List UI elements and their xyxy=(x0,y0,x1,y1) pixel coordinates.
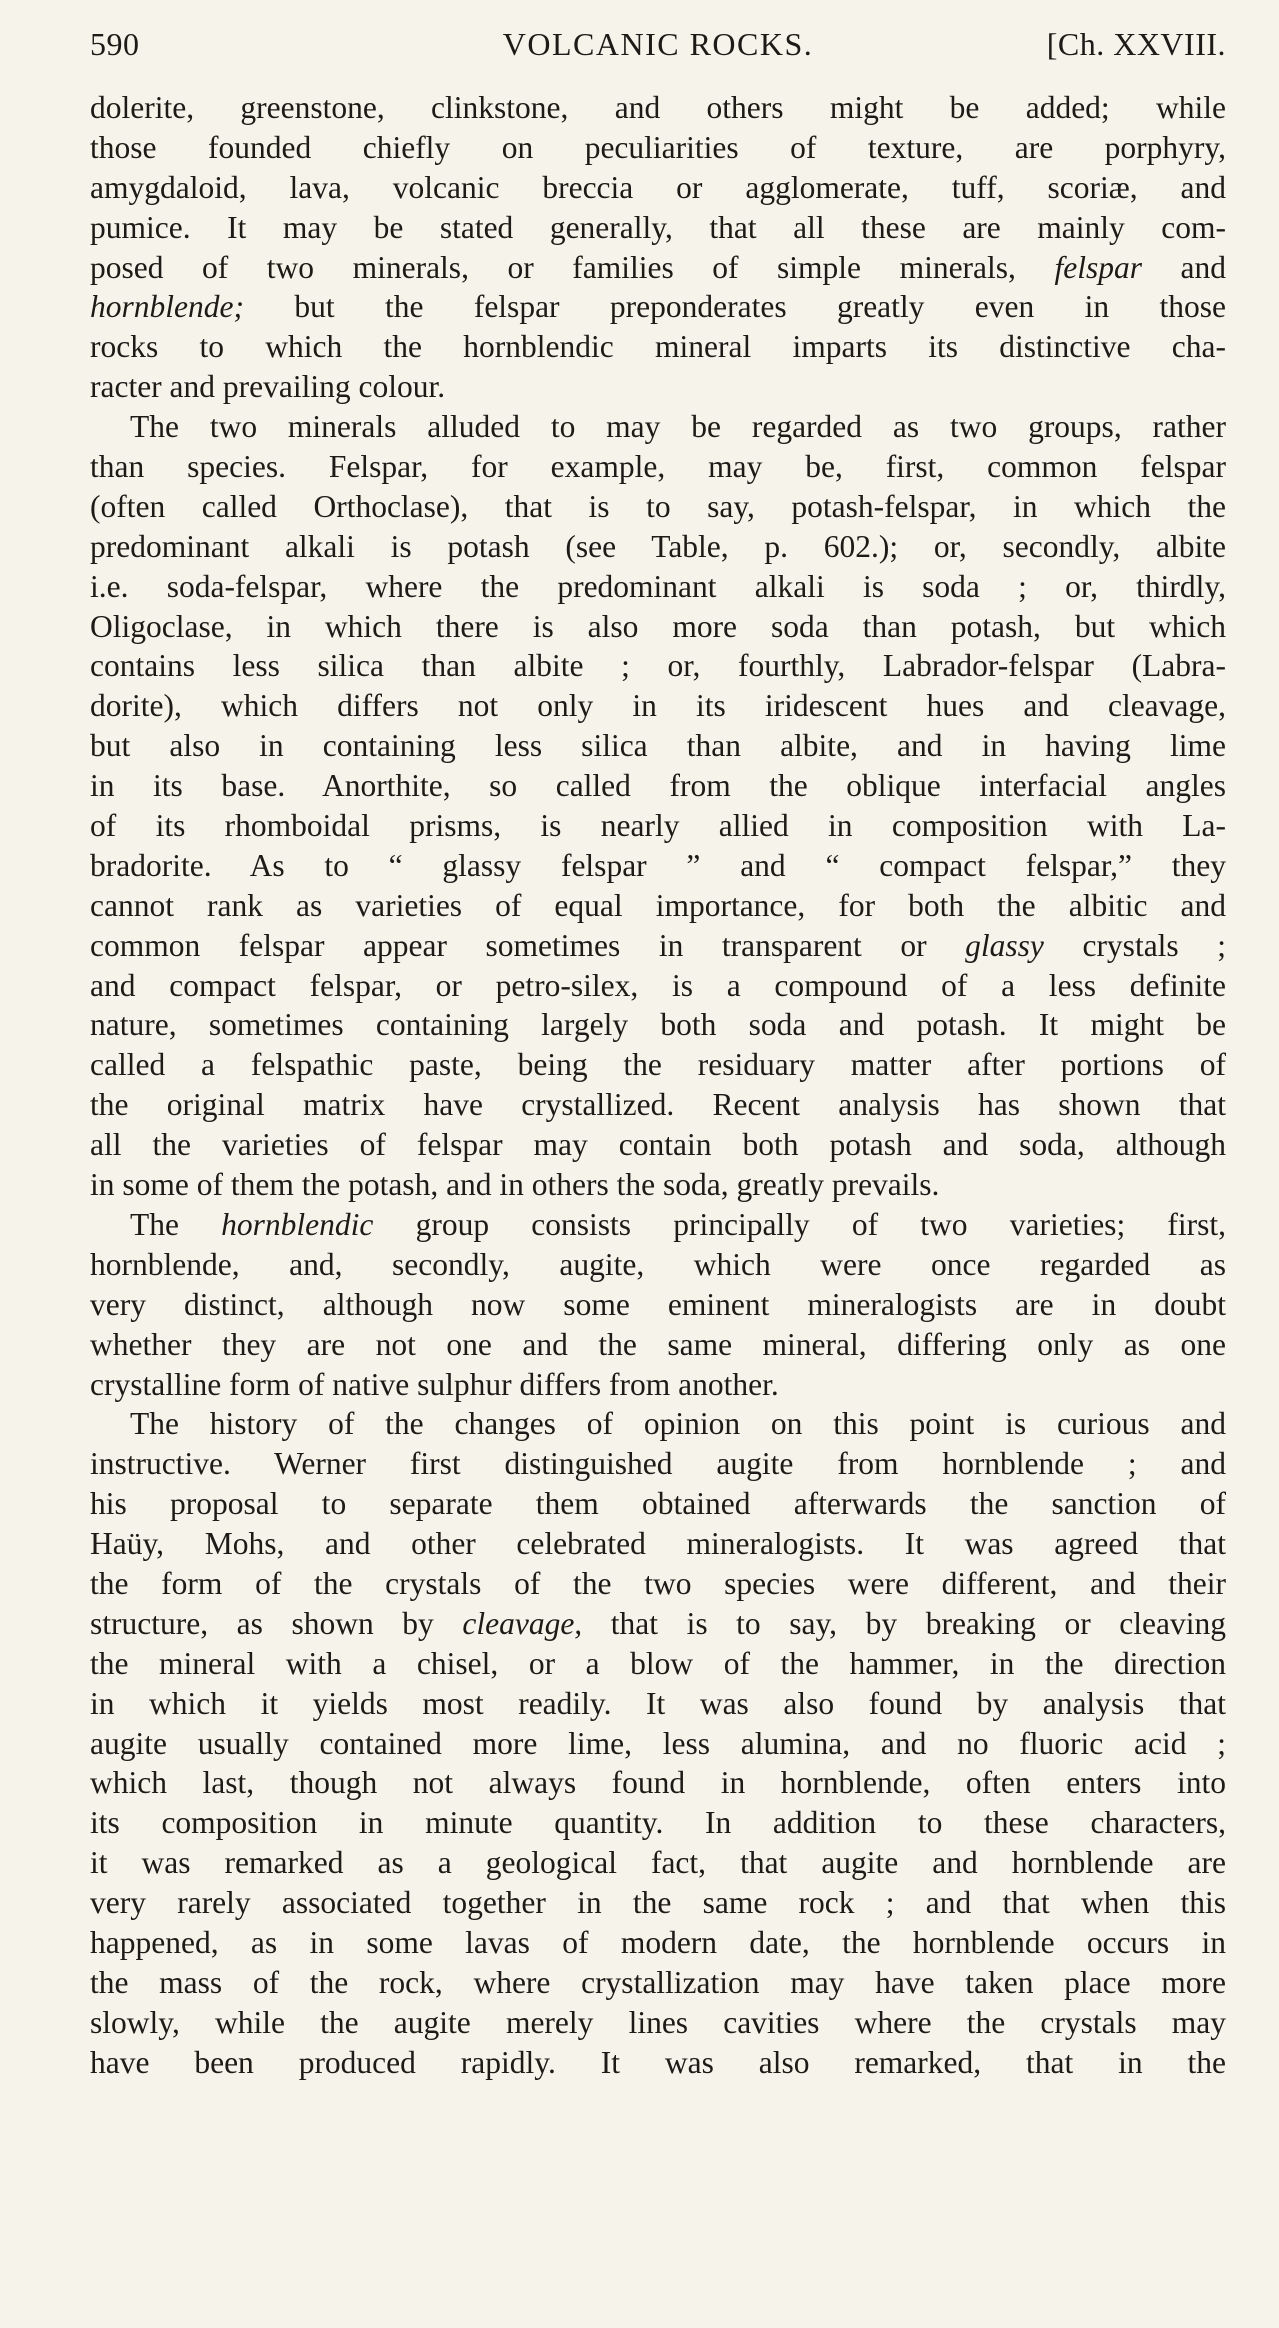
text-segment: have been produced rapidly. It was also remarked, that in the xyxy=(90,2044,1226,2080)
running-head xyxy=(90,26,1226,74)
italic-term: hornblendic xyxy=(221,1206,374,1242)
text-line xyxy=(90,1963,1226,2003)
page-number: 590 xyxy=(90,26,140,62)
text-segment: augite usually contained more lime, less alumina, and no fluoric acid ; xyxy=(90,1725,1226,1761)
text-segment: common felspar appear sometimes in transparent or xyxy=(90,927,966,963)
text-segment: structure, as shown by xyxy=(90,1605,463,1641)
text-line xyxy=(90,686,1226,726)
text-line xyxy=(90,1763,1226,1803)
text-line xyxy=(90,527,1226,567)
text-segment: contains less silica than albite ; or, fourthly, Labrador-felspar (Labra- xyxy=(90,648,1226,684)
text-line xyxy=(90,248,1226,288)
text-segment: predominant alkali is potash (see Table, p. 602.); or, secondly, albite xyxy=(90,528,1226,564)
text-segment: crystalline form of native sulphur differs from another. xyxy=(90,1366,779,1402)
text-line xyxy=(90,846,1226,886)
text-line xyxy=(90,1205,1226,1245)
text-segment: instructive. Werner first distinguished augite from hornblende ; and xyxy=(90,1446,1226,1482)
text-segment: nature, sometimes containing largely both soda and potash. It might be xyxy=(90,1007,1226,1043)
text-segment: his proposal to separate them obtained afterwards the sanction of xyxy=(90,1486,1226,1522)
italic-term: felspar xyxy=(1054,249,1142,285)
text-segment: dolerite, greenstone, clinkstone, and others might be added; while xyxy=(90,90,1226,125)
text-line xyxy=(90,886,1226,926)
text-segment: very distinct, although now some eminent mineralogists are in doubt xyxy=(90,1286,1226,1322)
text-segment: and compact felspar, or petro-silex, is a compound of a less definite xyxy=(90,967,1226,1003)
text-line xyxy=(90,1883,1226,1923)
text-line xyxy=(90,646,1226,686)
text-line xyxy=(90,407,1226,447)
text-segment: Haüy, Mohs, and other celebrated mineralogists. It was agreed that xyxy=(90,1526,1226,1562)
text-line xyxy=(90,1404,1226,1444)
text-segment: but also in containing less silica than albite, and in having lime xyxy=(90,728,1226,764)
text-segment: it was remarked as a geological fact, that augite and hornblende are xyxy=(90,1845,1226,1881)
italic-term: glassy xyxy=(965,927,1044,963)
text-line xyxy=(90,1524,1226,1564)
text-line xyxy=(90,806,1226,846)
text-segment: i.e. soda-felspar, where the predominant alkali is soda ; or, thirdly, xyxy=(90,568,1226,604)
text-line xyxy=(90,766,1226,806)
text-segment: called a felspathic paste, being the residuary matter after portions of xyxy=(90,1047,1226,1083)
text-line xyxy=(90,1604,1226,1644)
text-segment: but the felspar preponderates greatly even in those xyxy=(243,289,1226,325)
text-line xyxy=(90,1165,1226,1205)
text-line xyxy=(90,2043,1226,2083)
text-line xyxy=(90,2003,1226,2043)
text-segment: The two minerals alluded to may be regarded as two groups, rather xyxy=(130,409,1226,445)
text-line xyxy=(90,607,1226,647)
text-segment: the original matrix have crystallized. Recent analysis has shown that xyxy=(90,1087,1226,1123)
text-segment: which last, though not always found in hornblende, often enters into xyxy=(90,1765,1226,1801)
text-segment: dorite), which differs not only in its iridescent hues and cleavage, xyxy=(90,688,1226,724)
text-segment: in which it yields most readily. It was also found by analysis that xyxy=(90,1685,1226,1721)
text-segment: than species. Felspar, for example, may be, first, common felspar xyxy=(90,449,1226,485)
text-line xyxy=(90,1325,1226,1365)
text-line xyxy=(90,1564,1226,1604)
text-segment: the mineral with a chisel, or a blow of the hammer, in the direction xyxy=(90,1645,1226,1681)
text-segment: whether they are not one and the same mineral, differing only as one xyxy=(90,1326,1226,1362)
text-segment: its composition in minute quantity. In addition to these characters, xyxy=(90,1805,1226,1841)
text-line xyxy=(90,1843,1226,1883)
text-line xyxy=(90,1803,1226,1843)
text-segment: the form of the crystals of the two species were different, and their xyxy=(90,1565,1226,1601)
text-segment: the mass of the rock, where crystallization may have taken place more xyxy=(90,1964,1226,2000)
text-segment: hornblende, and, secondly, augite, which were once regarded as xyxy=(90,1246,1226,1282)
text-segment: cannot rank as varieties of equal importance, for both the albitic and xyxy=(90,887,1226,923)
text-line xyxy=(90,1125,1226,1165)
text-segment: crystals ; xyxy=(1043,927,1226,963)
text-line xyxy=(90,1365,1226,1405)
text-line xyxy=(90,168,1226,208)
text-line xyxy=(90,1005,1226,1045)
text-segment: posed of two minerals, or families of simple minerals, xyxy=(90,249,1055,285)
text-line xyxy=(90,1245,1226,1285)
text-line xyxy=(90,1484,1226,1524)
text-line xyxy=(90,487,1226,527)
text-line xyxy=(90,327,1226,367)
text-line xyxy=(90,567,1226,607)
italic-term: hornblende; xyxy=(90,289,244,325)
text-segment: in some of them the potash, and in others the soda, greatly prevails. xyxy=(90,1167,940,1203)
text-segment: and xyxy=(1141,249,1227,285)
text-segment: happened, as in some lavas of modern date, the hornblende occurs in xyxy=(90,1924,1226,1960)
text-line xyxy=(90,1045,1226,1085)
text-segment: racter and prevailing colour. xyxy=(90,369,446,405)
text-line xyxy=(90,966,1226,1006)
text-segment: rocks to which the hornblendic mineral imparts its distinctive cha- xyxy=(90,329,1226,365)
text-line xyxy=(90,1923,1226,1963)
text-segment: group consists principally of two varieties; first, xyxy=(373,1206,1226,1242)
text-line xyxy=(90,367,1226,407)
text-segment: The history of the changes of opinion on this point is curious and xyxy=(130,1406,1226,1442)
text-segment: amygdaloid, lava, volcanic breccia or agglomerate, tuff, scoriæ, and xyxy=(90,169,1226,205)
text-segment: all the varieties of felspar may contain both potash and soda, although xyxy=(90,1127,1226,1163)
text-segment: in its base. Anorthite, so called from the oblique interfacial angles xyxy=(90,768,1226,804)
text-segment: pumice. It may be stated generally, that all these are mainly com- xyxy=(90,209,1226,245)
text-line xyxy=(90,726,1226,766)
text-segment: that is to say, by breaking or cleaving xyxy=(582,1605,1226,1641)
text-segment: Oligoclase, in which there is also more soda than potash, but which xyxy=(90,608,1226,644)
running-title: VOLCANIC ROCKS. xyxy=(502,26,814,62)
text-line xyxy=(90,208,1226,248)
text-line xyxy=(90,1085,1226,1125)
text-line xyxy=(90,447,1226,487)
text-segment: The xyxy=(130,1206,222,1242)
text-segment: (often called Orthoclase), that is to say, potash-felspar, in which the xyxy=(90,488,1226,524)
chapter-reference: [Ch. XXVIII. xyxy=(1046,26,1226,62)
text-segment: those founded chiefly on peculiarities of texture, are porphyry, xyxy=(90,129,1226,165)
text-line xyxy=(90,1644,1226,1684)
text-line xyxy=(90,926,1226,966)
text-segment: very rarely associated together in the same rock ; and that when this xyxy=(90,1885,1226,1921)
italic-term: cleavage, xyxy=(462,1605,583,1641)
text-segment: slowly, while the augite merely lines cavities where the crystals may xyxy=(90,2004,1226,2040)
text-line xyxy=(90,128,1226,168)
body-text xyxy=(90,88,1226,2083)
text-line xyxy=(90,1724,1226,1764)
text-segment: of its rhomboidal prisms, is nearly allied in composition with La- xyxy=(90,808,1226,844)
text-segment: bradorite. As to “ glassy felspar ” and “ compact felspar,” they xyxy=(90,847,1226,883)
text-line xyxy=(90,1285,1226,1325)
text-line xyxy=(90,1444,1226,1484)
text-line xyxy=(90,1684,1226,1724)
text-line xyxy=(90,88,1226,128)
text-line xyxy=(90,287,1226,327)
